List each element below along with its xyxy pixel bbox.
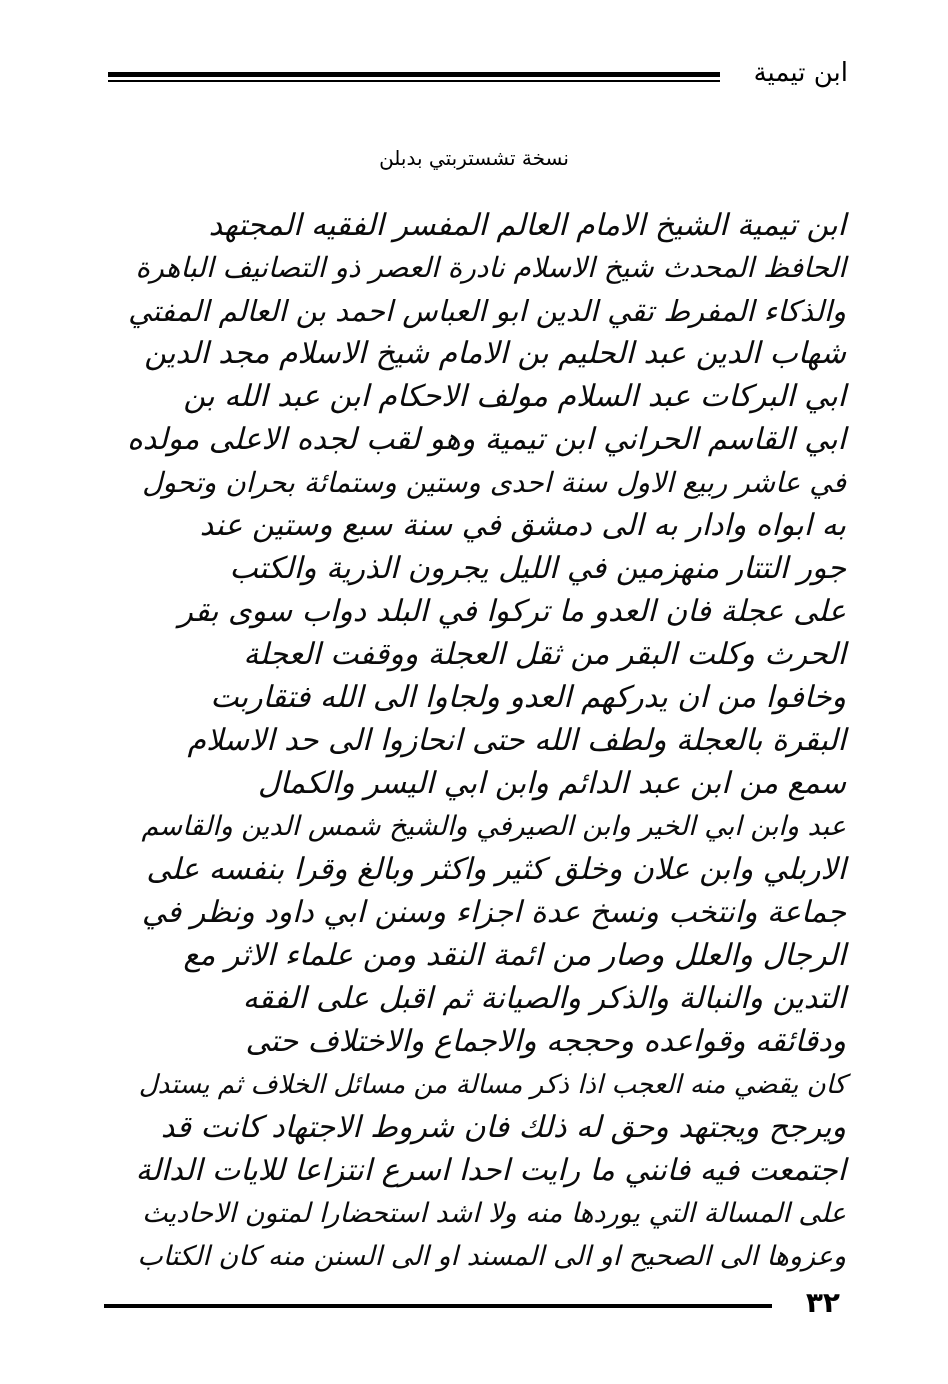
header-rule <box>108 72 720 77</box>
manuscript-facsimile <box>120 198 846 1272</box>
manuscript-line: والذكاء المفرط تقي الدين ابو العباس احمد بن العالم المفتي <box>128 294 846 328</box>
page-number: ٣٢ <box>805 1286 840 1319</box>
manuscript-line: الحافظ المحدث شيخ الاسلام نادرة العصر ذو التصانيف الباهرة <box>135 251 846 284</box>
manuscript-line: على المسالة التي يوردها منه ولا اشد استحضارا لمتون الاحاديث <box>142 1198 846 1229</box>
manuscript-line: ابي البركات عبد السلام مولف الاحكام ابن عبد الله بن <box>183 379 846 414</box>
manuscript-line: به ابواه وادار به الى دمشق في سنة سبع وستين عند <box>199 508 846 543</box>
manuscript-line: ابن تيمية الشيخ الامام العالم المفسر الفقيه المجتهد <box>208 208 846 243</box>
manuscript-line: ابي القاسم الحراني ابن تيمية وهو لقب لجده الاعلى مولده <box>127 422 846 457</box>
manuscript-line: في عاشر ربيع الاول سنة احدى وستين وستمائة بحران وتحول <box>142 466 846 499</box>
manuscript-line: اجتمعت فيه فانني ما رايت احدا اسرع انتزاعا للايات الدالة <box>135 1153 846 1188</box>
manuscript-line: عبد وابن ابي الخير وابن الصيرفي والشيخ شمس الدين والقاسم <box>141 811 846 842</box>
manuscript-line: سمع من ابن عبد الدائم وابن ابي اليسر والكمال <box>257 766 846 801</box>
manuscript-line: ودقائقه وقواعده وحججه والاجماع والاختلاف حتى <box>245 1024 846 1059</box>
manuscript-line: الحرث وكلت البقر من ثقل العجلة ووقفت العجلة <box>243 637 846 672</box>
footer-rule <box>104 1304 772 1308</box>
manuscript-line: الرجال والعلل وصار من ائمة النقد ومن علماء الاثر مع <box>183 938 846 973</box>
manuscript-line: وعزوها الى الصحيح او الى المسند او الى السنن منه كان الكتاب <box>137 1241 846 1272</box>
manuscript-line: التدين والنبالة والذكر والصيانة ثم اقبل على الفقه <box>242 981 846 1016</box>
manuscript-caption: نسخة تشستربتي بدبلن <box>379 146 569 170</box>
manuscript-line: على عجلة فان العدو ما تركوا في البلد دواب سوى بقر <box>178 594 846 629</box>
running-title: ابن تيمية <box>753 58 848 88</box>
manuscript-line: البقرة بالعجلة ولطف الله حتى انحازوا الى حد الاسلام <box>187 723 846 758</box>
manuscript-line: كان يقضي منه العجب اذا ذكر مسالة من مسائل الخلاف ثم يستدل <box>138 1070 846 1100</box>
manuscript-line: جماعة وانتخب ونسخ عدة اجزاء وسنن ابي داود ونظر في <box>141 895 846 930</box>
manuscript-line: شهاب الدين عبد الحليم بن الامام شيخ الاسلام مجد الدين <box>144 336 846 371</box>
manuscript-line: وخافوا من ان يدركهم العدو ولجاوا الى الله فتقاربت <box>210 680 846 715</box>
manuscript-line: جور التتار منهزمين في الليل يجرون الذرية والكتب <box>229 551 846 586</box>
manuscript-line: الاربلي وابن علان وخلق كثير واكثر وبالغ وقرا بنفسه على <box>146 852 846 887</box>
manuscript-line: ويرجح ويجتهد وحق له ذلك فان شروط الاجتهاد كانت قد <box>160 1110 846 1145</box>
